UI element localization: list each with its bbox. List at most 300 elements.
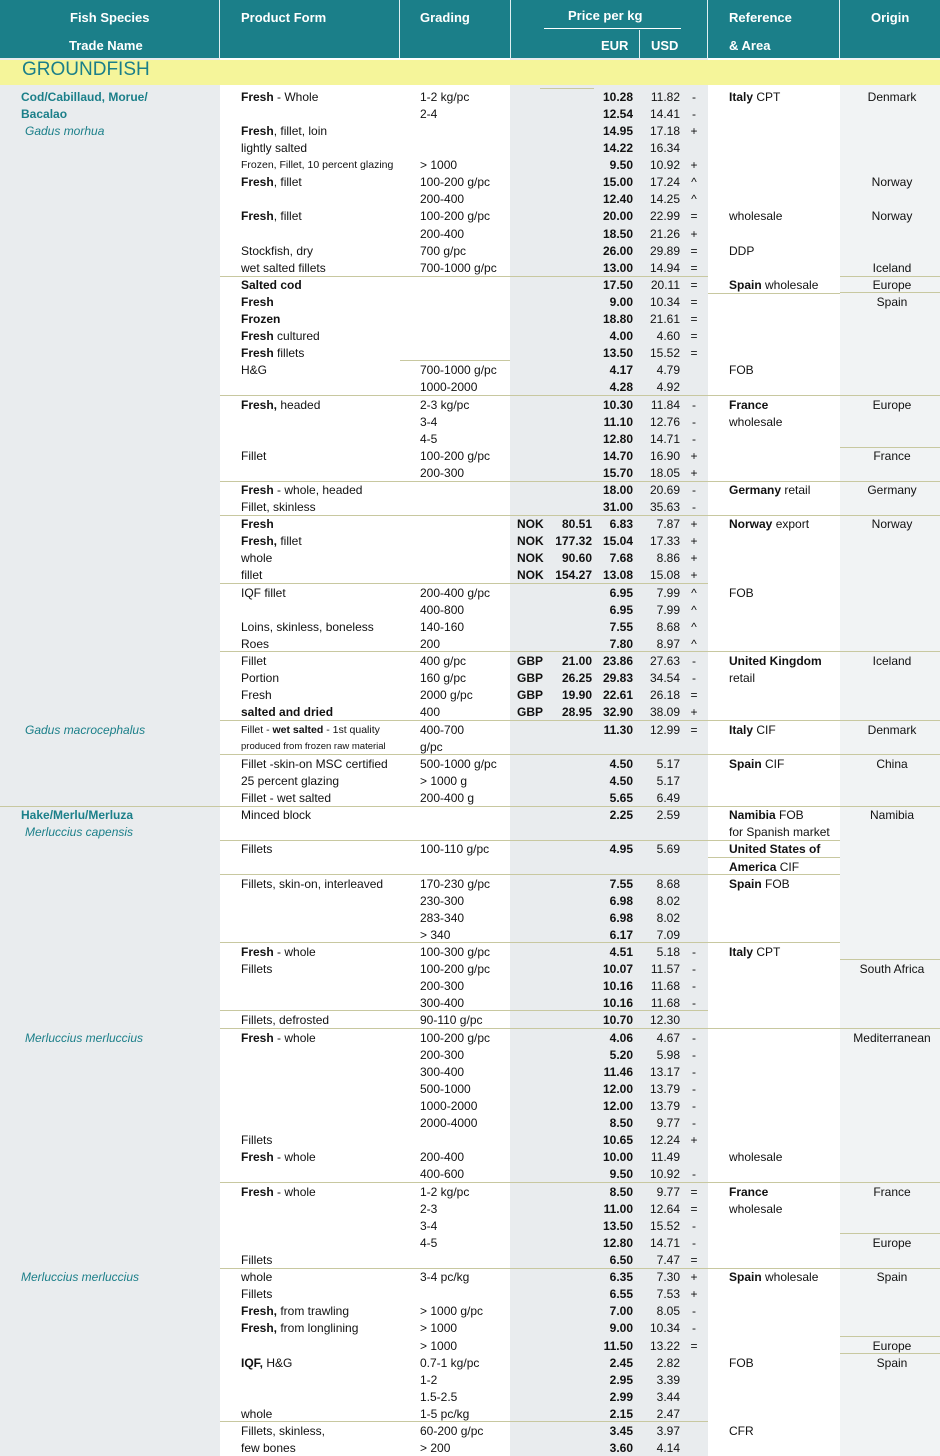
trend-indicator: - [692,90,696,104]
price-eur: 2.99 [609,1390,633,1404]
header-reference: Reference [729,10,792,25]
product-form-text: whole [241,1270,273,1284]
local-price: 80.51 [561,517,592,531]
product-form-text: - whole [273,1185,316,1199]
header-eur: EUR [601,38,629,53]
grading: 100-200 g/pc [420,449,491,463]
grading: > 1000 g/pc [420,1304,484,1318]
species-name: Merluccius capensis [25,825,134,839]
product-form [241,1013,329,1027]
price-usd: 4.60 [656,329,680,343]
trend-indicator: - [692,1321,696,1335]
trend-indicator: ^ [691,603,697,617]
price-eur: 4.51 [609,945,633,959]
product-form-text: Roes [241,637,270,651]
local-price: 90.60 [561,551,592,565]
price-usd: 22.99 [649,209,680,223]
reference-area [729,483,810,497]
origin: Europe [872,1339,912,1353]
product-form [241,261,326,275]
product-form-text: 25 percent glazing [241,774,340,788]
product-form [241,962,272,976]
local-price: 26.25 [561,671,592,685]
reference-market: Italy [729,90,754,104]
row-separator [400,360,510,361]
reference-area [729,586,754,600]
reference-type: wholesale [729,1202,783,1216]
trend-indicator: - [692,671,696,685]
origin: Germany [867,483,917,497]
price-usd: 12.30 [649,1013,680,1027]
trend-indicator: ^ [691,586,697,600]
product-form [241,1441,296,1455]
price-usd: 8.02 [656,894,680,908]
trend-indicator: - [692,432,696,446]
row-separator [840,292,940,293]
reference-type: CIF [776,860,800,874]
product-form [241,124,327,138]
product-form-text: cultured [273,329,320,343]
trend-indicator: = [690,209,698,223]
product-form-text: Fillet, skinless [241,500,316,514]
grading: 400-600 [420,1167,465,1181]
reference-market: Italy [729,945,754,959]
reference-type: export [772,517,810,531]
reference-type: CPT [753,945,781,959]
price-eur: 12.54 [602,107,633,121]
species-name: Merluccius merluccius [25,1031,144,1045]
reference-type: retail [729,671,756,685]
product-form-text: - 1st quality [323,724,380,736]
price-eur: 32.90 [602,705,633,719]
price-usd: 10.34 [649,295,680,309]
row-separator [220,515,940,516]
price-eur: 17.50 [602,278,633,292]
product-form-text: - whole [273,1150,316,1164]
product-form-text: H&G [263,1356,293,1370]
local-currency: GBP [517,671,544,685]
reference-market: France [729,1185,769,1199]
reference-type: CIF [753,723,776,737]
grading: 0.7-1 kg/pc [420,1356,480,1370]
product-form-bold: Fresh [241,175,274,189]
table-header [0,0,940,58]
product-form-text: fillets [273,346,305,360]
reference-market: Spain [729,757,762,771]
price-eur: 9.50 [609,158,633,172]
row-separator [708,857,840,858]
price-usd: 3.97 [656,1424,680,1438]
header-grading: Grading [420,10,470,25]
grading: 400-700 [420,723,465,737]
reference-area [729,1270,818,1284]
price-usd: 17.33 [649,534,680,548]
grading: 300-400 [420,1065,465,1079]
reference-market: Norway [729,517,773,531]
price-eur: 12.40 [602,192,633,206]
origin: Denmark [867,90,917,104]
price-eur: 5.65 [609,791,633,805]
row-separator [708,293,840,294]
local-price: 19.90 [561,688,592,702]
product-form-text: Fillet [241,654,267,668]
price-usd: 27.63 [649,654,680,668]
trend-indicator: = [690,1202,698,1216]
price-eur: 12.00 [602,1099,633,1113]
price-usd: 10.92 [649,158,680,172]
trend-indicator: - [692,1099,696,1113]
product-form [241,877,383,891]
price-usd: 3.39 [656,1373,680,1387]
price-usd: 21.61 [649,312,680,326]
grading: 1000-2000 [420,380,478,394]
price-eur: 6.50 [609,1253,633,1267]
reference-type: FOB [775,808,804,822]
price-usd: 14.94 [649,261,680,275]
price-eur: 6.98 [609,894,633,908]
reference-market: United Kingdom [729,654,822,668]
product-form-text: produced from frozen raw material [241,741,386,752]
product-form-text: headed [277,398,321,412]
reference-area [729,825,830,839]
header-price-underline [544,28,681,29]
price-eur: 10.07 [602,962,633,976]
row-separator [220,1268,940,1269]
product-form-text: Portion [241,671,280,685]
price-eur: 4.17 [609,363,633,377]
reference-type: wholesale [729,1150,783,1164]
product-form-text: H&G [241,363,268,377]
grading: 200 [420,637,441,651]
product-form [241,449,266,463]
product-form-text: wet salted fillets [241,261,326,275]
trend-indicator: + [690,158,698,172]
price-usd: 15.52 [649,1219,680,1233]
grading: 160 g/pc [420,671,467,685]
reference-market: Namibia [729,808,776,822]
price-eur: 7.55 [609,620,633,634]
price-eur: 12.00 [602,1082,633,1096]
price-eur: 7.80 [609,637,633,651]
product-form-bold: Fresh, [241,398,278,412]
trend-indicator: - [692,1219,696,1233]
reference-area [729,723,776,737]
row-separator [840,1336,940,1337]
product-form [241,637,269,651]
product-form-text: , fillet [273,175,302,189]
product-form-text: from trawling [277,1304,350,1318]
reference-type: wholesale [761,278,819,292]
product-form [241,329,320,343]
trend-indicator: - [692,996,696,1010]
price-usd: 2.47 [656,1407,680,1421]
price-usd: 11.49 [650,1150,680,1164]
origin: Europe [872,1236,912,1250]
local-currency: NOK [517,534,544,548]
trend-indicator: - [692,500,696,514]
price-usd: 17.24 [649,175,680,189]
price-usd: 20.69 [649,483,680,497]
row-separator [220,874,840,875]
section-title: GROUNDFISH [22,59,150,80]
product-form [241,740,386,754]
grading: 1-2 kg/pc [420,90,470,104]
trend-indicator: = [690,1339,698,1353]
species-name: Gadus macrocephalus [25,723,146,737]
origin: Europe [872,398,912,412]
price-usd: 7.53 [656,1287,680,1301]
product-form [241,808,311,822]
grading: 700 g/pc [420,244,467,258]
price-eur: 3.45 [609,1424,633,1438]
product-form [241,1253,272,1267]
grading: 200-400 [420,192,465,206]
reference-area [729,1356,754,1370]
price-eur: 13.50 [602,346,633,360]
product-form-bold: Fresh [241,1185,274,1199]
local-currency: NOK [517,568,544,582]
product-form-bold: wet salted [272,724,324,736]
grading: 500-1000 [420,1082,471,1096]
grading: 500-1000 g/pc [420,757,497,771]
product-form [241,620,374,634]
price-eur: 29.83 [602,671,633,685]
price-usd: 13.79 [649,1099,680,1113]
product-form [241,295,274,309]
trend-indicator: + [690,466,698,480]
trend-indicator: ^ [691,620,697,634]
product-form-text: Fillet - wet salted [241,791,332,805]
product-form [241,757,388,771]
product-form-bold: Fresh [241,517,274,531]
row-separator [0,806,940,807]
origin: Norway [871,175,913,189]
price-usd: 14.71 [649,1236,680,1250]
price-usd: 7.47 [656,1253,680,1267]
origin: Spain [876,295,908,309]
reference-market: France [729,398,769,412]
price-usd: 8.02 [656,911,680,925]
price-eur: 31.00 [602,500,633,514]
price-eur: 23.86 [602,654,633,668]
product-form-text: Fillet [241,449,267,463]
price-usd: 7.87 [656,517,680,531]
product-form [241,1270,272,1284]
origin: Mediterranean [853,1031,931,1045]
price-usd: 3.44 [656,1390,680,1404]
grading: 400 g/pc [420,654,467,668]
product-form [241,774,339,788]
price-eur: 10.28 [602,90,633,104]
product-form-text: fillet [241,568,263,582]
grading: 1-2 kg/pc [420,1185,470,1199]
trend-indicator: = [690,329,698,343]
product-form-bold: Fresh [241,329,274,343]
origin: Iceland [872,654,912,668]
grading: 1000-2000 [420,1099,478,1113]
product-form [241,278,302,292]
product-form-text: Fresh [241,688,272,702]
species-name: Merluccius merluccius [21,1270,140,1284]
origin: Spain [876,1270,908,1284]
grading: > 340 [420,928,451,942]
grading: 2000-4000 [420,1116,478,1130]
reference-type: DDP [729,244,755,258]
trend-indicator: - [692,1236,696,1250]
price-usd: 7.09 [656,928,680,942]
trend-indicator: + [690,1287,698,1301]
trend-indicator: = [690,278,698,292]
price-eur: 13.08 [602,568,633,582]
product-form-text: - Whole [273,90,319,104]
grading: 200-400 [420,227,465,241]
trend-indicator: = [690,723,698,737]
price-eur: 6.98 [609,911,633,925]
trend-indicator: ^ [691,175,697,189]
species-name: Gadus morhua [25,124,105,138]
grading: 3-4 [420,415,438,429]
trend-indicator: = [690,346,698,360]
price-usd: 4.79 [656,363,680,377]
row-separator [840,1233,940,1234]
trend-indicator: + [690,1133,698,1147]
price-eur: 4.50 [609,757,633,771]
local-currency: NOK [517,517,544,531]
price-usd: 13.22 [649,1339,680,1353]
price-usd: 4.14 [656,1441,680,1455]
product-form-bold: Fresh [241,90,274,104]
price-usd: 4.92 [656,380,680,394]
row-separator [220,1028,940,1029]
product-form-bold: Frozen [241,312,281,326]
price-usd: 9.77 [656,1116,680,1130]
product-form-bold: Fresh [241,1150,274,1164]
product-form [241,1185,316,1199]
price-usd: 12.24 [649,1133,680,1147]
grading: > 200 [420,1441,451,1455]
grading: 100-300 g/pc [420,945,491,959]
grading: 100-200 g/pc [420,175,491,189]
trend-indicator: = [690,1185,698,1199]
reference-area [729,398,768,412]
price-usd: 14.25 [649,192,680,206]
row-separator [220,583,708,584]
origin: France [873,1185,911,1199]
product-form [241,1356,292,1370]
grading: 170-230 g/pc [420,877,491,891]
trend-indicator: - [692,1116,696,1130]
local-currency: GBP [517,688,544,702]
reference-type: FOB [729,363,754,377]
price-usd: 16.34 [649,141,680,155]
reference-area [729,757,784,771]
price-usd: 8.86 [656,551,680,565]
price-usd: 9.77 [656,1185,680,1199]
product-form-text: - whole [273,1031,316,1045]
product-form [241,312,280,326]
species-name: Bacalao [21,107,68,121]
reference-area [729,209,782,223]
trend-indicator: - [692,107,696,121]
product-form-bold: Fresh, [241,1321,278,1335]
product-form [241,842,272,856]
product-form-bold: salted and dried [241,705,334,719]
price-eur: 4.95 [609,842,633,856]
trend-indicator: + [690,568,698,582]
header-usd: USD [651,38,679,53]
header-divider [707,0,708,58]
price-usd: 5.98 [656,1048,680,1062]
price-eur: 14.95 [602,124,633,138]
product-form [241,517,274,531]
product-form [241,244,313,258]
grading: 1.5-2.5 [420,1390,458,1404]
trend-indicator: - [692,1082,696,1096]
local-price: 28.95 [561,705,592,719]
trend-indicator: + [690,551,698,565]
reference-type: FOB [729,586,754,600]
product-form [241,671,279,685]
grading: 4-5 [420,1236,438,1250]
product-form [241,483,362,497]
product-form-text: Fillet -skin-on MSC certified [241,757,388,771]
product-form-text: Fillets [241,1253,273,1267]
trend-indicator: ^ [691,637,697,651]
price-eur: 11.00 [603,1202,633,1216]
local-price: 154.27 [555,568,592,582]
section-band [0,60,940,85]
product-form [241,141,307,155]
product-form-text: - whole, headed [273,483,363,497]
product-form [241,1133,272,1147]
trend-indicator: - [692,483,696,497]
price-usd: 5.69 [656,842,680,856]
price-eur: 18.50 [602,227,633,241]
price-usd: 35.63 [649,500,680,514]
reference-type: wholesale [729,415,783,429]
trend-indicator: + [690,124,698,138]
price-usd: 34.54 [649,671,680,685]
product-form [241,209,302,223]
grading: 3-4 [420,1219,438,1233]
trend-indicator: - [692,1048,696,1062]
origin: France [873,449,911,463]
grading: 200-300 [420,979,465,993]
reference-market: America [729,860,777,874]
reference-area [729,415,782,429]
trend-indicator: - [692,415,696,429]
trend-indicator: = [690,312,698,326]
reference-area [729,244,754,258]
grading: 2-3 [420,1202,438,1216]
price-usd: 8.68 [656,877,680,891]
product-form-text: Frozen, Fillet, 10 percent glazing [241,159,394,171]
product-form-bold: Fresh [241,209,274,223]
reference-type: FOB [729,1356,754,1370]
price-usd: 13.17 [649,1065,680,1079]
trend-indicator: - [692,979,696,993]
trend-indicator: - [692,945,696,959]
origin: Norway [871,209,913,223]
price-usd: 7.99 [656,603,680,617]
trend-indicator: - [692,962,696,976]
species-name: Hake/Merlu/Merluza [21,808,134,822]
price-eur: 2.95 [609,1373,633,1387]
product-form [241,945,316,959]
price-usd: 16.90 [649,449,680,463]
price-usd: 21.26 [649,227,680,241]
product-form-bold: Fresh, [241,534,278,548]
